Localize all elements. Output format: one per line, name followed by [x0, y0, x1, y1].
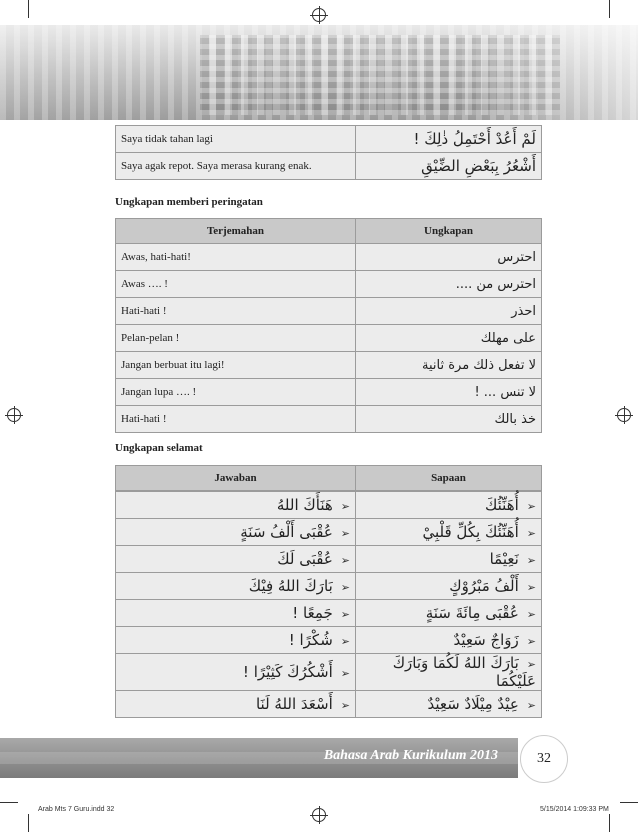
- jawaban-text: عُقْبَى لَكَ: [277, 550, 333, 568]
- top-expression-table: [115, 125, 542, 180]
- bullet-arrow-icon: ➢: [340, 635, 350, 648]
- arabic-cell: لا تنس ... !: [356, 379, 542, 406]
- table-row: [116, 654, 542, 691]
- jawaban-text: جَمِعًا !: [292, 604, 333, 622]
- bullet-arrow-icon: ➢: [526, 527, 536, 540]
- arabic-cell: لَمْ أَعُدْ أَحْتَمِلُ ذٰلِكَ !: [356, 126, 542, 153]
- bullet-arrow-icon: ➢: [526, 581, 536, 594]
- sapaan-cell: [356, 691, 542, 718]
- translation-cell: Saya agak repot. Saya merasa kurang enak.: [116, 153, 356, 180]
- translation-cell: Awas …. !: [116, 271, 356, 298]
- registration-mark-icon: [312, 808, 326, 822]
- table-row: [116, 546, 542, 573]
- section-title-greeting: Ungkapan selamat: [115, 442, 203, 454]
- column-header: Terjemahan: [116, 219, 356, 244]
- warning-table: [115, 218, 542, 433]
- jawaban-text: أَسْعَدَ اللهُ لَنَا: [255, 695, 333, 713]
- jawaban-cell: [116, 600, 356, 627]
- greeting-table-body: [115, 491, 542, 718]
- table-row: [116, 406, 542, 433]
- table-row: [116, 691, 542, 718]
- bullet-arrow-icon: ➢: [526, 608, 536, 621]
- bullet-arrow-icon: ➢: [526, 500, 536, 513]
- translation-cell: Pelan-pelan !: [116, 325, 356, 352]
- bullet-arrow-icon: ➢: [340, 581, 350, 594]
- slug-date: 5/15/2014 1:09:33 PM: [540, 806, 609, 813]
- table-row: [116, 600, 542, 627]
- table-row: [116, 153, 542, 180]
- table-row: [116, 519, 542, 546]
- bullet-arrow-icon: ➢: [340, 527, 350, 540]
- bullet-arrow-icon: ➢: [526, 554, 536, 567]
- jawaban-text: شُكْرًا !: [288, 631, 333, 649]
- translation-cell: Jangan berbuat itu lagi!: [116, 352, 356, 379]
- registration-mark-icon: [7, 408, 21, 422]
- jawaban-cell: [116, 573, 356, 600]
- sapaan-cell: [356, 600, 542, 627]
- bullet-arrow-icon: ➢: [340, 500, 350, 513]
- table-row: [116, 271, 542, 298]
- sapaan-text: نَعِيْمًا: [489, 550, 519, 568]
- footer-title: Bahasa Arab Kurikulum 2013: [323, 748, 498, 763]
- sapaan-cell: [356, 492, 542, 519]
- registration-mark-icon: [617, 408, 631, 422]
- bullet-arrow-icon: ➢: [526, 699, 536, 712]
- arabic-cell: احترس: [356, 244, 542, 271]
- table-row: [116, 298, 542, 325]
- table-row: [116, 352, 542, 379]
- registration-mark-icon: [312, 8, 326, 22]
- column-header: Sapaan: [356, 466, 542, 491]
- bullet-arrow-icon: ➢: [526, 658, 536, 671]
- crop-mark: [609, 0, 610, 18]
- translation-cell: Awas, hati-hati!: [116, 244, 356, 271]
- footer-banner: [0, 738, 518, 778]
- table-row: [116, 126, 542, 153]
- table-row: [116, 627, 542, 654]
- sapaan-cell: [356, 573, 542, 600]
- jawaban-cell: [116, 691, 356, 718]
- jawaban-cell: [116, 627, 356, 654]
- page-number: 32: [520, 735, 568, 783]
- section-title-warning: Ungkapan memberi peringatan: [115, 196, 263, 208]
- jawaban-cell: [116, 519, 356, 546]
- slug-file: Arab Mts 7 Guru.indd 32: [38, 806, 115, 813]
- sapaan-text: بَارَكَ اللهُ لَكُمَا وَبَارَكَ عَلَيْكُمَا: [392, 654, 536, 690]
- arabic-cell: أَشْعُرُ بِبَعْضِ الضِّيْقِ: [356, 153, 542, 180]
- jawaban-text: عُقْبَى أَلْفُ سَنَةٍ: [240, 523, 333, 541]
- jawaban-text: هَنَأَكَ اللهُ: [276, 496, 333, 514]
- jawaban-text: أَشْكُرُكَ كَثِيْرًا !: [242, 663, 333, 681]
- table-row: [116, 244, 542, 271]
- crop-mark: [609, 814, 610, 832]
- column-header: Jawaban: [116, 466, 356, 491]
- sapaan-text: عِيْدٌ مِيْلَادٌ سَعِيْدٌ: [427, 695, 519, 713]
- crop-mark: [620, 802, 638, 803]
- table-row: [116, 573, 542, 600]
- bullet-arrow-icon: ➢: [340, 667, 350, 680]
- arabic-cell: احترس من ....: [356, 271, 542, 298]
- column-header: Ungkapan: [356, 219, 542, 244]
- greeting-table: [115, 465, 542, 491]
- sapaan-cell: [356, 546, 542, 573]
- table-row: [116, 492, 542, 519]
- sapaan-text: عُقْبَى مِائَةَ سَنَةٍ: [425, 604, 519, 622]
- jawaban-cell: [116, 546, 356, 573]
- sapaan-cell: [356, 627, 542, 654]
- bullet-arrow-icon: ➢: [340, 608, 350, 621]
- arabic-cell: خذ بالك: [356, 406, 542, 433]
- crop-mark: [0, 802, 18, 803]
- table-row: [116, 379, 542, 406]
- bullet-arrow-icon: ➢: [526, 635, 536, 648]
- translation-cell: Hati-hati !: [116, 406, 356, 433]
- table-row: [116, 325, 542, 352]
- bullet-arrow-icon: ➢: [340, 554, 350, 567]
- arabic-cell: لا تفعل ذلك مرة ثانية: [356, 352, 542, 379]
- sapaan-text: أُهَنِّئُكَ: [485, 496, 519, 514]
- sapaan-text: أُهَنِّئُكَ بِكُلِّ قَلْبِيْ: [422, 523, 519, 541]
- bullet-arrow-icon: ➢: [340, 699, 350, 712]
- jawaban-cell: [116, 654, 356, 691]
- translation-cell: Jangan lupa …. !: [116, 379, 356, 406]
- jawaban-text: بَارَكَ اللهُ فِيْكَ: [248, 577, 333, 595]
- arabic-cell: على مهلك: [356, 325, 542, 352]
- translation-cell: Saya tidak tahan lagi: [116, 126, 356, 153]
- sapaan-text: أَلْفُ مَبْرُوْكٍ: [449, 577, 519, 595]
- crop-mark: [28, 814, 29, 832]
- translation-cell: Hati-hati !: [116, 298, 356, 325]
- arabic-cell: احذر: [356, 298, 542, 325]
- sapaan-cell: [356, 519, 542, 546]
- jawaban-cell: [116, 492, 356, 519]
- sapaan-text: زَوَاجٌ سَعِيْدٌ: [453, 631, 519, 649]
- sapaan-cell: [356, 654, 542, 691]
- crop-mark: [28, 0, 29, 18]
